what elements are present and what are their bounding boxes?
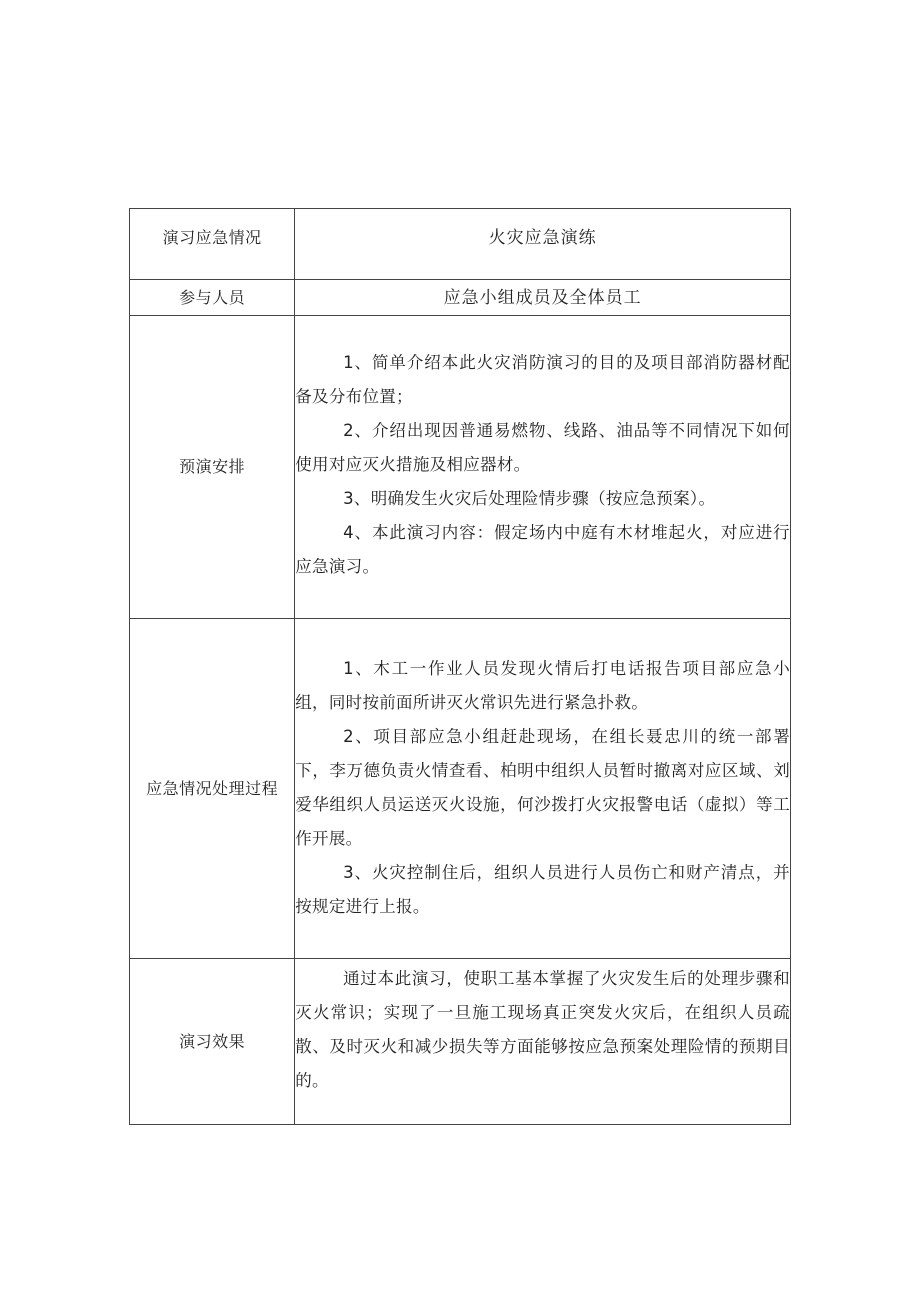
effect-paragraph: 通过本此演习，使职工基本掌握了火灾发生后的处理步骤和灭火常识；实现了一旦施工现场真正突发火灾后，在组织人员疏散、及时灭火和减少损失等方面能够按应急预案处理险情的预期目的。 [295,969,790,1090]
plan-step-2: 2、介绍出现因普通易燃物、线路、油品等不同情况下如何使用对应灭火措施及相应器材。 [295,421,790,474]
drill-type-row [130,209,791,280]
participants-value: 应急小组成员及全体员工 [295,280,791,316]
drill-effect-content [295,959,791,1125]
participants-row [130,280,791,316]
participants-label: 参与人员 [130,280,295,316]
plan-step-1: 1、简单介绍本此火灾消防演习的目的及项目部消防器材配备及分布位置； [295,353,790,406]
process-step-3: 3、火灾控制住后，组织人员进行人员伤亡和财产清点，并按规定进行上报。 [295,863,790,916]
drill-type-value: 火灾应急演练 [295,209,791,280]
emergency-process-label: 应急情况处理过程 [130,619,295,959]
plan-step-4: 4、本此演习内容：假定场内中庭有木材堆起火，对应进行应急演习。 [295,523,790,576]
plan-step-3: 3、明确发生火灾后处理险情步骤（按应急预案）。 [343,489,716,508]
drill-effect-row [130,959,791,1125]
emergency-process-row [130,619,791,959]
process-step-2: 2、项目部应急小组赶赴现场，在组长聂忠川的统一部署下，李万德负责火情查看、柏明中组织人员暂时撤离对应区域、刘爱华组织人员运送灭火设施，何沙拨打火灾报警电话（虚拟）等工作开展。 [295,727,790,848]
drill-record-table [129,208,791,1125]
emergency-process-content [295,619,791,959]
rehearsal-plan-label: 预演安排 [130,316,295,619]
drill-type-label: 演习应急情况 [130,209,295,280]
process-step-1: 1、木工一作业人员发现火情后打电话报告项目部应急小组，同时按前面所讲灭火常识先进行紧急扑救。 [295,659,790,712]
drill-effect-label: 演习效果 [130,959,295,1125]
rehearsal-plan-content [295,316,791,619]
rehearsal-plan-row [130,316,791,619]
